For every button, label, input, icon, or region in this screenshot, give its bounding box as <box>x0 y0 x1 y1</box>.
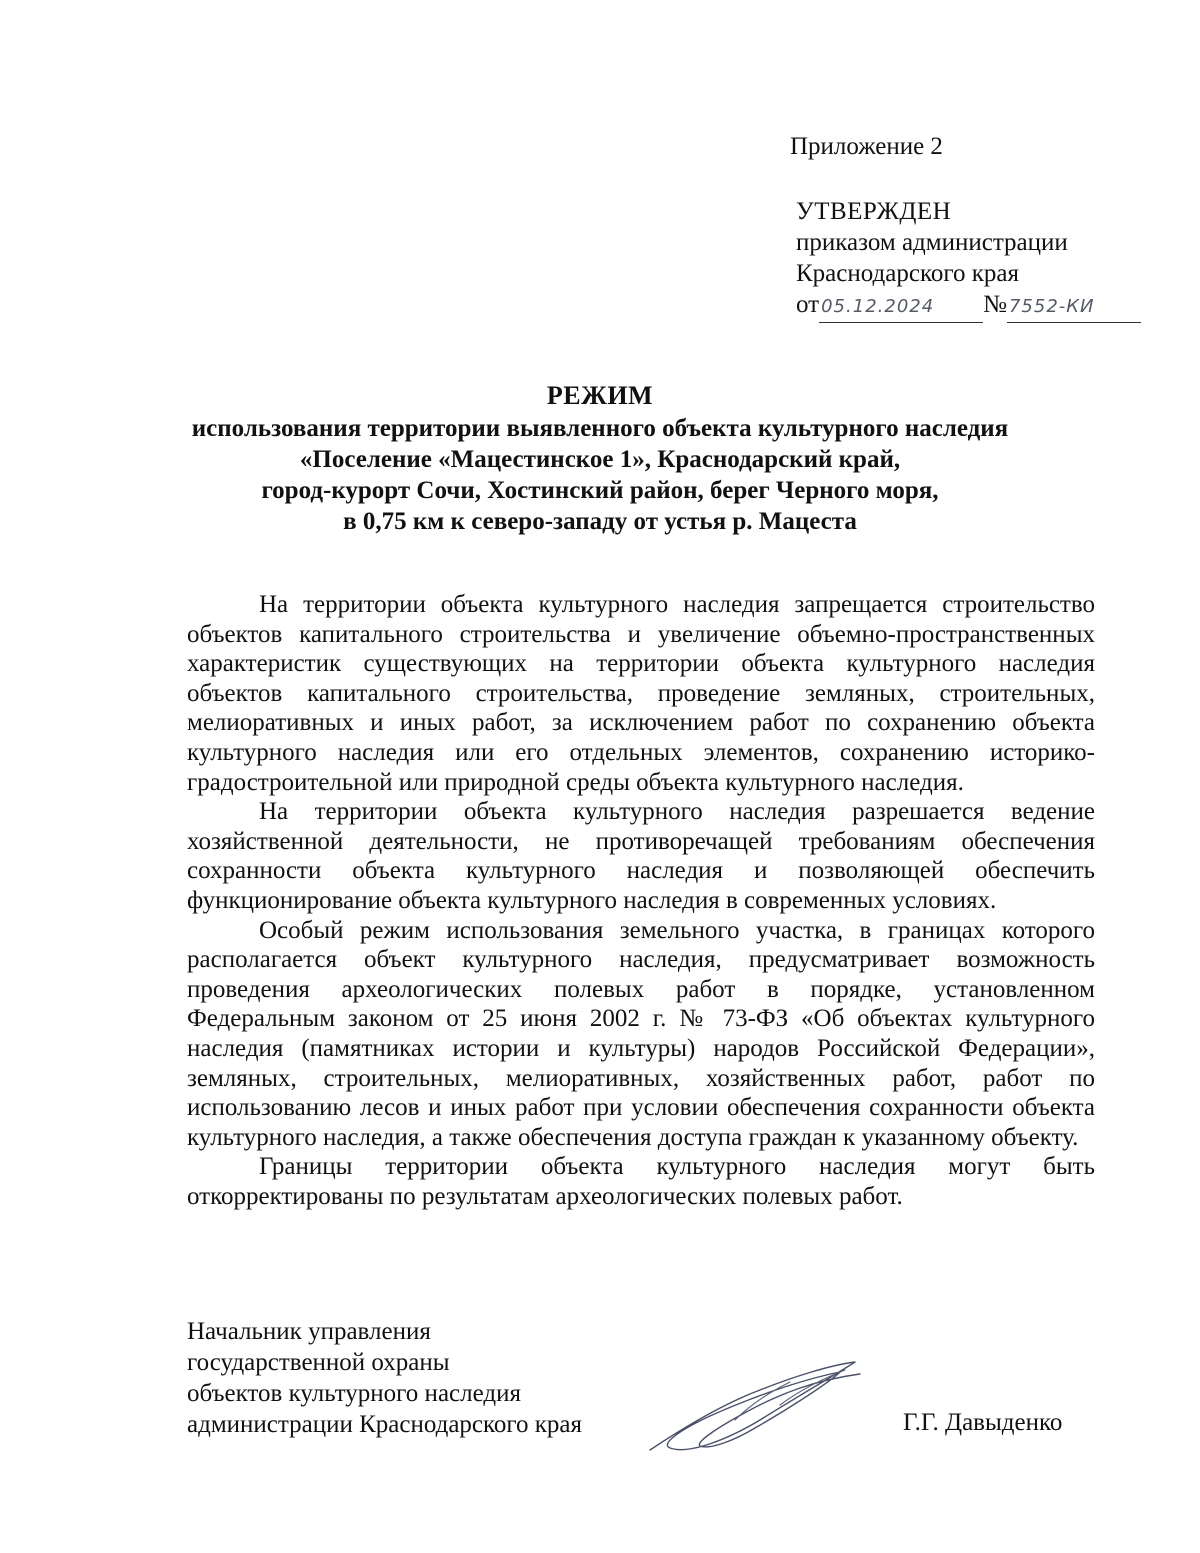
handwritten-signature <box>640 1350 870 1460</box>
approval-stamp <box>796 196 1141 323</box>
title-line-1: использования территории выявленного объекта культурного наследия <box>191 415 1009 442</box>
order-date: 05.12.2024 <box>819 291 983 323</box>
position-line-1: Начальник управления <box>187 1318 431 1345</box>
document-body <box>187 590 1095 1211</box>
title-line-4: в 0,75 км к северо-западу от устья р. Мацеста <box>343 508 857 535</box>
approved-heading: УТВЕРЖДЕН <box>796 198 952 225</box>
title-line-3: город-курорт Сочи, Хостинский район, берег Черного моря, <box>261 477 939 504</box>
signatory-position <box>187 1316 582 1440</box>
title-main: РЕЖИМ <box>546 381 654 410</box>
number-label: № <box>983 291 1007 318</box>
paragraph-2: На территории объекта культурного наследия разрешается ведение хозяйственной деятельности, не противоречащей требованиям обеспечения сохранности объекта культурного наследия и позволяющей обеспечить функционирование объекта культурного наследия в современных условиях. <box>187 798 1095 914</box>
position-line-3: объектов культурного наследия <box>187 1380 521 1407</box>
signatory-name: Г.Г. Давыденко <box>903 1409 1063 1436</box>
appendix-label: Приложение 2 <box>790 133 943 160</box>
title-line-2: «Поселение «Мацестинское 1», Краснодарский край, <box>299 446 901 473</box>
position-line-2: государственной охраны <box>187 1349 450 1376</box>
order-number: 7552-КИ <box>1007 291 1141 323</box>
paragraph-4: Границы территории объекта культурного наследия могут быть откорректированы по результатам археологических полевых работ. <box>187 1153 1095 1210</box>
paragraph-1: На территории объекта культурного наследия запрещается строительство объектов капитального строительства и увеличение объемно-пространственных характеристик существующих на территории объекта культурного наследия объектов капитального строительства, проведение земляных, строительных, мелиоративных и иных работ, за исключением работ по сохранению объекта культурного наследия или его отдельных элементов, сохранению историко-градостроительной или природной среды объекта культурного наследия. <box>187 591 1095 796</box>
position-line-4: администрации Краснодарского края <box>187 1411 583 1438</box>
approval-line-1: приказом администрации <box>796 229 1068 256</box>
document-title <box>150 380 1050 537</box>
paragraph-3: Особый режим использования земельного участка, в границах которого располагается объект культурного наследия, предусматривает возможность проведения археологических полевых работ в порядке, установленном Федеральным законом от 25 июня 2002 г. № 73-ФЗ «Об объектах культурного наследия (памятниках истории и культуры) народов Российской Федерации», земляных, строительных, мелиоративных, хозяйственных работ, работ по использованию лесов и иных работ при условии обеспечения сохранности объекта культурного наследия, а также обеспечения доступа граждан к указанному объекту. <box>187 916 1095 1151</box>
approval-line-2: Краснодарского края <box>796 260 1019 287</box>
from-label: от <box>796 291 820 318</box>
approval-date-line <box>796 289 1141 323</box>
